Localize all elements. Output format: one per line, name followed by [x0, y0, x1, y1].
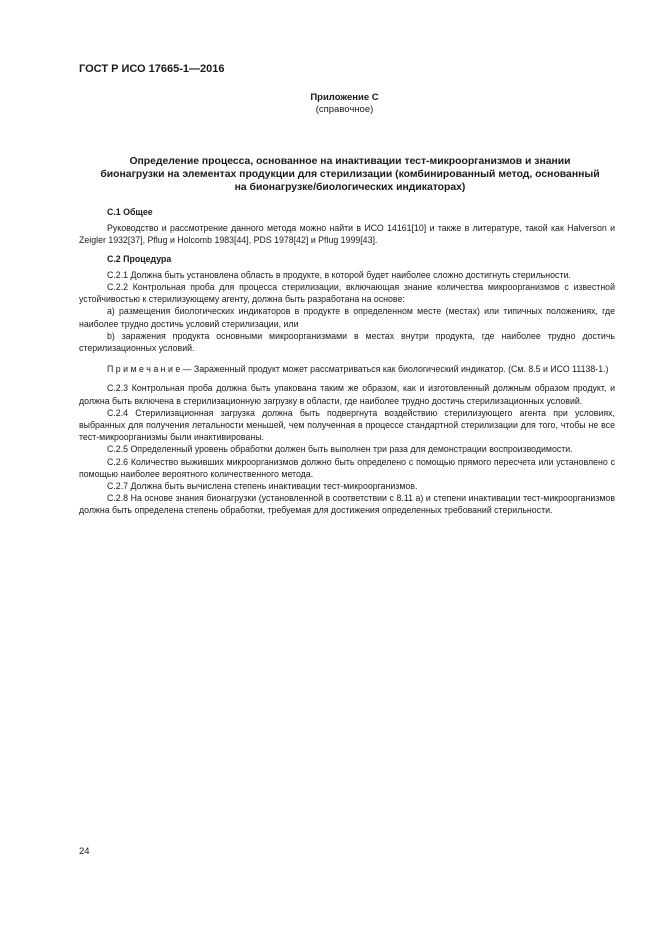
paragraph-c2-2-a: а) размещения биологических индикаторов в продукте в определенном месте (местах) или типичных положениях, где наиболее трудно достичь условий стерилизации, или	[79, 306, 615, 329]
annex-type: (справочное)	[315, 104, 374, 115]
paragraph-c2-2: С.2.2 Контрольная проба для процесса стерилизации, включающая знание количества микроорганизмов с известной устойчивостью к стерилизующему агенту, должна быть разработана на основе:	[79, 282, 615, 305]
paragraph-c2-1: С.2.1 Должна быть установлена область в продукте, в которой будет наиболее сложно достигнуть стерильности.	[107, 269, 571, 280]
annex-title: Приложение С	[310, 92, 379, 103]
paragraph-c2-4: С.2.4 Стерилизационная загрузка должна быть подвергнута воздействию стерилизующего агента при условиях, выбранных для получения летальности меньшей, чем полученная в процессе стандартной стерилизации для того, чтобы не все тест-микроорганизмы были инактивированы.	[79, 407, 615, 443]
annex-heading	[0, 92, 661, 116]
paragraph-c1: Руководство и рассмотрение данного метода можно найти в ИСО 14161[10] и также в литературе, такой как Halverson и Zeigler 1932[37], Pflug и Holcomb 1983[44], PDS 1978[42] и Pflug 1999[43].	[79, 223, 615, 246]
note-text: — Зараженный продукт может рассматриваться как биологический индикатор. (См. 8.5 и ИСО 11138-1.)	[180, 364, 609, 375]
paragraph-c2-2-b: b) заражения продукта основными микроорганизмами в местах внутри продукта, где наиболее трудно достичь стерилизационных условий.	[79, 330, 615, 354]
paragraph-c2-6: С.2.6 Количество выживших микроорганизмов должно быть определено с помощью прямого пересчета или установлено с помощью наиболее вероятного количественного метода.	[79, 456, 615, 479]
note	[79, 363, 615, 375]
section-heading-c1: С.1 Общее	[107, 207, 153, 217]
document-body	[79, 206, 615, 517]
section-heading-c2: С.2 Процедура	[107, 253, 172, 264]
paragraph-c2-7: С.2.7 Должна быть вычислена степень инактивации тест-микроорганизмов.	[107, 481, 418, 492]
paragraph-c2-5: С.2.5 Определенный уровень обработки должен быть выполнен три раза для демонстрации воспроизводимости.	[107, 444, 573, 455]
standard-header: ГОСТ Р ИСО 17665-1—2016	[79, 63, 225, 75]
page-title: Определение процесса, основанное на инактивации тест-микроорганизмов и знании бионагрузки на элементах продукции для стерилизации (комбинированный метод, основанный на бионагрузке/биологических индикаторах)	[100, 156, 600, 193]
paragraph-c2-3: С.2.3 Контрольная проба должна быть упакована таким же образом, как и изготовленный должным образом продукт, и должна быть включена в стерилизационную загрузку в области, где наиболее трудно достичь стерилизационных условий.	[79, 383, 615, 406]
note-label: П р и м е ч а н и е	[107, 364, 181, 375]
paragraph-c2-8: С.2.8 На основе знания бионагрузки (установленной в соответствии с 8.11 а) и степени инактивации тест-микроорганизмов должна быть определена степень обработки, требуемая для достижения определенных требований стерильности.	[79, 493, 615, 516]
page-number: 24	[79, 846, 90, 857]
